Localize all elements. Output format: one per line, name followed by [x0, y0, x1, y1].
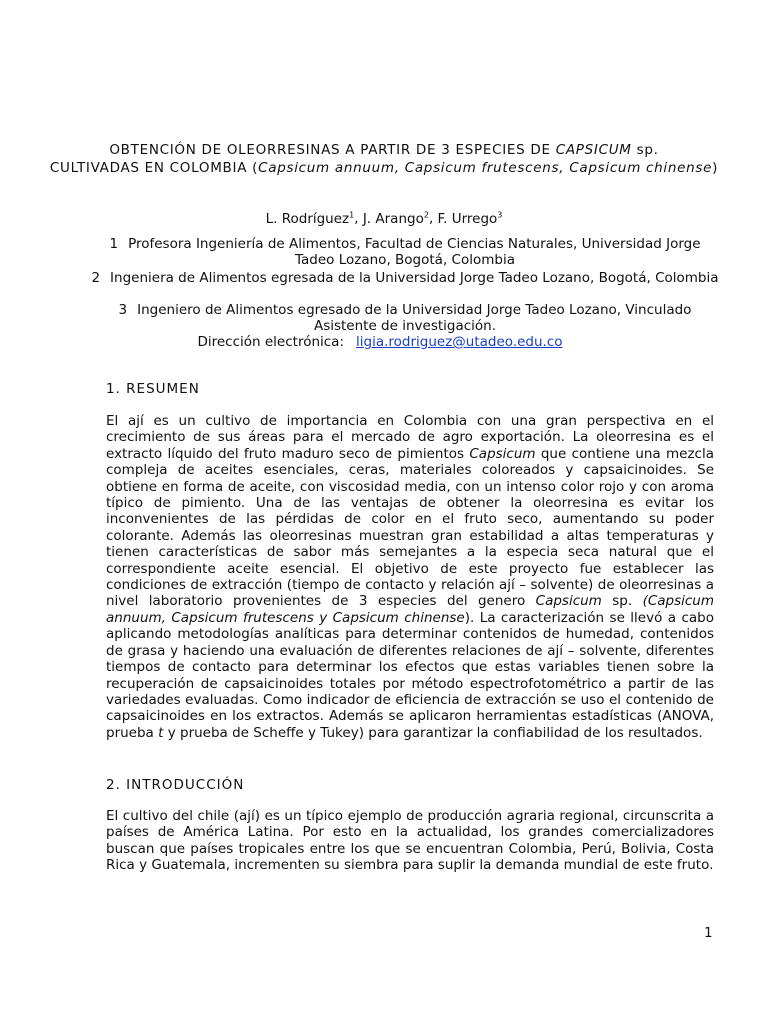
- affiliation-1: [90, 236, 720, 268]
- title-line1-suffix: sp.: [631, 142, 659, 158]
- title-line1-text: OBTENCIÓN DE OLEORRESINAS A PARTIR DE 3 ESPECIES DE: [109, 142, 556, 158]
- affiliation-2: [90, 270, 720, 286]
- author: F. Urrego$^3$: [437, 210, 503, 227]
- introduction-paragraph: El cultivo del chile (ají) es un típico ejemplo de producción agraria regional, circunscrita a países de América Latina. Por esto en la actualidad, los grandes comercializadores buscan que países tropicales entre los que se encuentran Colombia, Perú, Bolivia, Costa Rica y Guatemala, incrementen su siembra para suplir la demanda mundial de este fruto.: [106, 808, 714, 874]
- affiliation-number: 2: [91, 270, 101, 286]
- contact-line: [90, 334, 670, 350]
- affiliation-number: 1: [109, 236, 119, 252]
- contact-label: Dirección electrónica:: [197, 334, 345, 350]
- author: J. Arango$^2$: [362, 210, 429, 227]
- affiliation-text: Ingeniera de Alimentos egresada de la Universidad Jorge Tadeo Lozano, Bogotá, Colombia: [110, 270, 719, 286]
- author: L. Rodríguez$^1$: [265, 210, 355, 227]
- abstract-paragraph: El ají es un cultivo de importancia en Colombia con una gran perspectiva en el crecimiento de sus áreas para el mercado de agro exportación. La oleorresina es el extracto líquido del fruto maduro seco de pimientos Capsicum que contiene una mezcla compleja de aceites esenciales, ceras, materiales coloreados y capsaicinoides. Se obtiene en forma de aceite, con viscosidad media, con un intenso color rojo y con aroma típico de pimiento. Una de las ventajas de obtener la oleorresina es evitar los inconvenientes de las pérdidas de color en el fruto seco, aumentando su poder colorante. Además las oleorresinas muestran gran estabilidad a altas temperaturas y tienen características de sabor más semejantes a la especia seca natural que el correspondiente aceite esencial. El objetivo de este proyecto fue establecer las condiciones de extracción (tiempo de contacto y relación ají – solvente) de oleorresinas a nivel laboratorio provenientes de 3 especies del genero Capsicum sp. (Capsicum annuum, Capsicum frutescens y Capsicum chinense). La caracterización se llevó a cabo aplicando metodologías analíticas para determinar contenidos de humedad, contenidos de grasa y haciendo una evaluación de diferentes relaciones de ají – solvente, diferentes tiempos de contacto para determinar los efectos que estas variables tienen sobre la recuperación de capsaicinoides totales por método espectrofotométrico a partir de las variedades evaluadas. Como indicador de eficiencia de extracción se uso el contenido de capsaicinoides en los extractos. Además se aplicaron herramientas estadísticas (ANOVA, prueba t y prueba de Scheffe y Tukey) para garantizar la confiabilidad de los resultados.: [106, 413, 715, 741]
- paper-title: [40, 141, 728, 177]
- page-number: 1: [704, 925, 713, 941]
- section-heading-introduccion: 2. INTRODUCCIÓN: [106, 777, 245, 793]
- affiliation-3: [90, 302, 720, 334]
- title-line2-text: CULTIVADAS EN COLOMBIA (: [49, 160, 259, 176]
- title-line2-suffix: ): [712, 160, 719, 176]
- author-list: L. Rodríguez$^1$, J. Arango$^2$, F. Urrego$^3$: [265, 210, 503, 227]
- email-link[interactable]: ligia.rodriguez@utadeo.edu.co: [356, 334, 563, 350]
- affiliation-text: Ingeniero de Alimentos egresado de la Universidad Jorge Tadeo Lozano, Vinculado Asistente de investigación.: [137, 302, 692, 334]
- affiliation-number: 3: [118, 302, 128, 318]
- section-heading-resumen: 1. RESUMEN: [106, 381, 200, 397]
- title-genus: CAPSICUM: [555, 142, 632, 158]
- title-species: Capsicum annuum, Capsicum frutescens, Capsicum chinense: [258, 160, 713, 176]
- affiliation-text: Profesora Ingeniería de Alimentos, Facultad de Ciencias Naturales, Universidad Jorge Tadeo Lozano, Bogotá, Colombia: [128, 236, 701, 268]
